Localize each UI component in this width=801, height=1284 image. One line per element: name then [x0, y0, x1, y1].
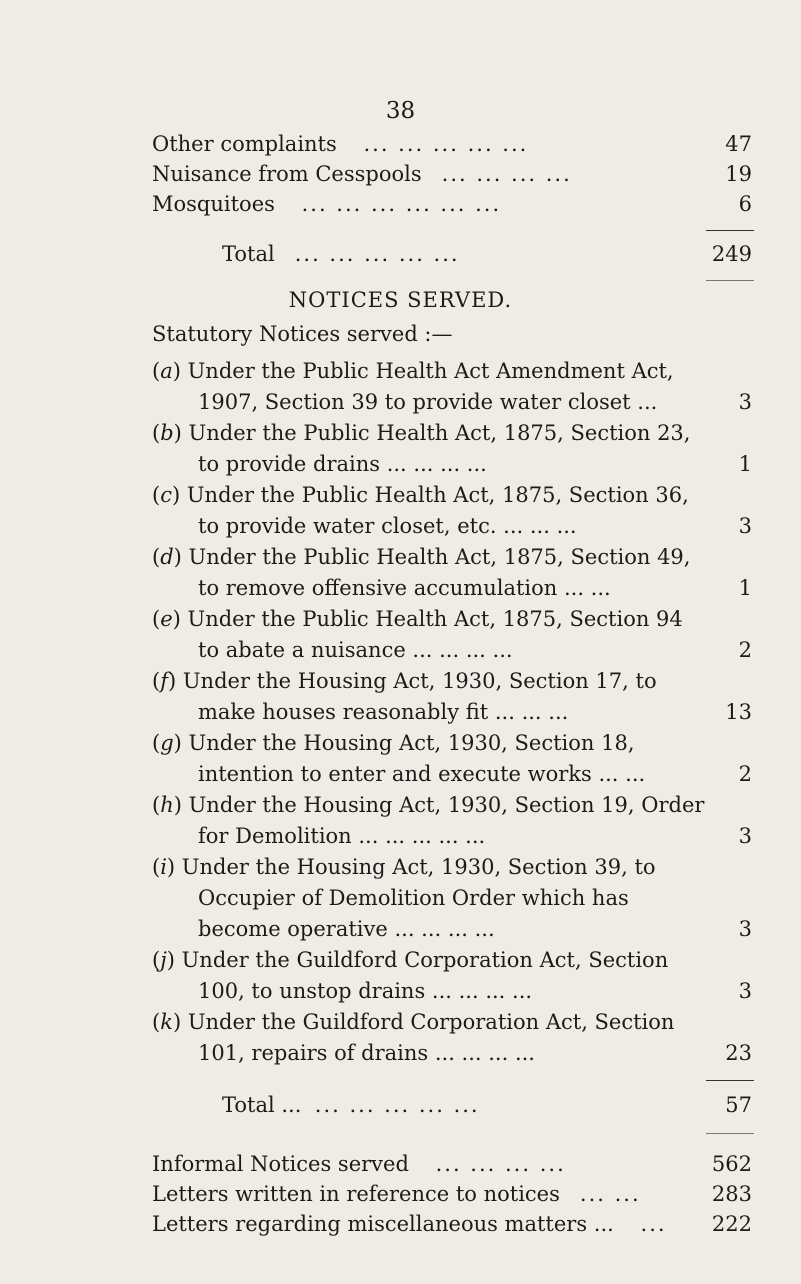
divider [706, 1133, 754, 1134]
item-line2: for Demolition ... ... ... ... ... [198, 824, 486, 848]
leader-dots: ... [640, 1212, 667, 1236]
other-notices-row-letters-misc [152, 1210, 752, 1238]
leader-dots: ... ... ... ... ... [363, 132, 529, 156]
sub-heading: Statutory Notices served :— [152, 322, 453, 346]
item-line2: 101, repairs of drains ... ... ... ... [198, 1041, 535, 1065]
total-label: Total ... [222, 1093, 302, 1117]
row-label: Letters written in reference to notices [152, 1182, 560, 1206]
item-value: 2 [738, 762, 752, 786]
item-letter: f [160, 669, 168, 693]
item-line1: Under the Housing Act, 1930, Section 39, to [181, 855, 656, 879]
statutory-item-b: (b) Under the Public Health Act, 1875, Section 23, to provide drains ... ... ... ... 1 [152, 418, 752, 480]
item-line1: Under the Public Health Act, 1875, Section 49, [188, 545, 691, 569]
leader-dots: ... ... ... ... ... [294, 242, 460, 266]
row-label: Nuisance from Cesspools [152, 162, 422, 186]
row-value: 19 [725, 162, 752, 186]
leader-dots: ... ... ... ... ... ... [301, 192, 502, 216]
row-value: 562 [711, 1152, 752, 1176]
item-value: 1 [738, 452, 752, 476]
item-line3: become operative ... ... ... ... [198, 917, 495, 941]
row-value: 283 [711, 1182, 752, 1206]
item-letter: b [160, 421, 174, 445]
statutory-item-i: (i) Under the Housing Act, 1930, Section 39, to Occupier of Demolition Order which has become operative ... ... ... ... 3 [152, 852, 752, 945]
other-notices-row-informal [152, 1150, 752, 1178]
item-value: 23 [725, 1041, 752, 1065]
item-letter: a [160, 359, 173, 383]
item-value: 3 [738, 390, 752, 414]
item-value: 1 [738, 576, 752, 600]
item-value: 3 [738, 979, 752, 1003]
item-line2: to provide water closet, etc. ... ... ... [198, 514, 577, 538]
total-value: 57 [725, 1093, 752, 1117]
item-line2: Occupier of Demolition Order which has [198, 886, 629, 910]
item-line2: to provide drains ... ... ... ... [198, 452, 487, 476]
complaint-row-mosquitoes [152, 190, 752, 218]
divider [706, 280, 754, 281]
row-value: 6 [738, 192, 752, 216]
leader-dots: ... ... ... ... ... [314, 1093, 480, 1117]
item-line1: Under the Housing Act, 1930, Section 18, [188, 731, 635, 755]
statutory-item-d: (d) Under the Public Health Act, 1875, Section 49, to remove offensive accumulation ... ... 1 [152, 542, 752, 604]
row-label: Mosquitoes [152, 192, 275, 216]
item-line1: Under the Guildford Corporation Act, Section [181, 948, 669, 972]
item-line2: make houses reasonably fit ... ... ... [198, 700, 569, 724]
divider [706, 1080, 754, 1081]
item-line1: Under the Public Health Act, 1875, Section 23, [188, 421, 691, 445]
section-heading: NOTICES SERVED. [288, 288, 513, 312]
item-line1: Under the Housing Act, 1930, Section 19, Order [188, 793, 705, 817]
item-letter: j [160, 948, 167, 972]
item-line2: 100, to unstop drains ... ... ... ... [198, 979, 533, 1003]
item-letter: c [160, 483, 172, 507]
leader-dots: ... ... ... ... [435, 1152, 566, 1176]
row-label: Letters regarding miscellaneous matters ... [152, 1212, 614, 1236]
item-line1: Under the Public Health Act Amendment Act, [187, 359, 674, 383]
leader-dots: ... ... [579, 1182, 641, 1206]
statutory-item-k: (k) Under the Guildford Corporation Act, Section 101, repairs of drains ... ... ... ... 23 [152, 1007, 752, 1069]
item-value: 3 [738, 824, 752, 848]
statutory-item-j: (j) Under the Guildford Corporation Act, Section 100, to unstop drains ... ... ... ... 3 [152, 945, 752, 1007]
row-value: 47 [725, 132, 752, 156]
item-letter: g [160, 731, 174, 755]
row-label: Informal Notices served [152, 1152, 409, 1176]
statutory-item-a: (a) Under the Public Health Act Amendment Act, 1907, Section 39 to provide water closet ... 3 [152, 356, 752, 418]
other-notices-row-letters-notices [152, 1180, 752, 1208]
item-line1: Under the Guildford Corporation Act, Section [187, 1010, 675, 1034]
item-line2: 1907, Section 39 to provide water closet ... [198, 390, 658, 414]
row-value: 222 [711, 1212, 752, 1236]
item-line1: Under the Public Health Act, 1875, Section 36, [186, 483, 689, 507]
item-value: 3 [738, 514, 752, 538]
complaint-row-cesspools [152, 160, 752, 188]
statutory-item-c: (c) Under the Public Health Act, 1875, Section 36, to provide water closet, etc. ... ... ... 3 [152, 480, 752, 542]
complaint-row-other [152, 130, 752, 158]
statutory-total-row [152, 1091, 752, 1119]
complaints-total-row [152, 240, 752, 268]
item-line1: Under the Housing Act, 1930, Section 17, to [182, 669, 657, 693]
item-line1: Under the Public Health Act, 1875, Section 94 [187, 607, 683, 631]
item-line2: intention to enter and execute works ... ... [198, 762, 646, 786]
item-letter: d [160, 545, 174, 569]
item-line2: to abate a nuisance ... ... ... ... [198, 638, 513, 662]
statutory-item-h: (h) Under the Housing Act, 1930, Section 19, Order for Demolition ... ... ... ... ... 3 [152, 790, 752, 852]
item-letter: i [160, 855, 167, 879]
leader-dots: ... ... ... ... [441, 162, 572, 186]
item-letter: k [160, 1010, 173, 1034]
item-line2: to remove offensive accumulation ... ... [198, 576, 611, 600]
total-label: Total [222, 242, 275, 266]
item-value: 13 [725, 700, 752, 724]
statutory-item-e: (e) Under the Public Health Act, 1875, Section 94 to abate a nuisance ... ... ... ... 2 [152, 604, 752, 666]
divider [706, 230, 754, 231]
page-number: 38 [385, 98, 416, 124]
row-label: Other complaints [152, 132, 337, 156]
statutory-item-g: (g) Under the Housing Act, 1930, Section 18, intention to enter and execute works ... ... 2 [152, 728, 752, 790]
item-value: 2 [738, 638, 752, 662]
statutory-item-f: (f) Under the Housing Act, 1930, Section 17, to make houses reasonably fit ... ... ... 13 [152, 666, 752, 728]
item-value: 3 [738, 917, 752, 941]
total-value: 249 [711, 242, 752, 266]
item-letter: h [160, 793, 174, 817]
item-letter: e [160, 607, 173, 631]
